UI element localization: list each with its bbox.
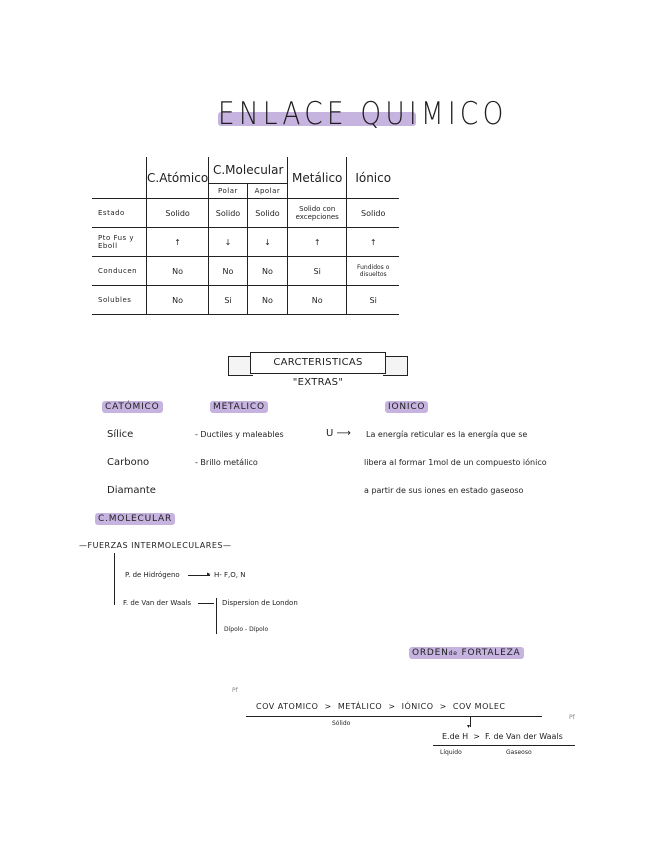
sub-chain-gt: >: [473, 732, 480, 741]
cell: No: [247, 257, 287, 286]
gaseoso-label: Gaseoso: [506, 749, 532, 756]
cell-arrow: ↑: [147, 228, 209, 257]
cell: Si: [209, 286, 248, 315]
ionico-line: libera al formar 1mol de un compuesto iónico: [364, 458, 547, 467]
chain-item: COV ATOMICO: [256, 702, 319, 711]
page-title: ENLACE QUIMICO: [218, 96, 508, 132]
cell: No: [147, 257, 209, 286]
chain-underline: [246, 716, 542, 717]
cell-arrow: ↓: [247, 228, 287, 257]
subcol-apolar: Apolar: [247, 184, 287, 199]
subcol-polar: Polar: [209, 184, 248, 199]
atomico-item: Carbono: [107, 457, 150, 468]
properties-table: [92, 157, 399, 315]
solido-label: Sólido: [332, 720, 351, 727]
p-hidrogeno-elems: H- F,O, N: [214, 571, 246, 579]
pf-left: Pf: [232, 687, 238, 694]
cell: No: [247, 286, 287, 315]
chain-gt: >: [388, 702, 396, 711]
arrow-line: [198, 603, 214, 604]
van-der-waals: F. de Van der Waals: [123, 599, 192, 607]
tree-trunk: [114, 553, 115, 605]
arrow-head: ▸: [207, 570, 211, 578]
atomico-item: Diamante: [107, 485, 156, 496]
sub-chain: [442, 732, 563, 741]
chain-item: IÓNICO: [401, 702, 434, 711]
atomico-item: Sílice: [107, 429, 134, 440]
orden-title-b: FORTALEZA: [461, 648, 521, 658]
cell: Si: [288, 257, 347, 286]
cell-arrow: ↑: [347, 228, 400, 257]
dipolo-dipolo: Dípolo - Dípolo: [224, 626, 269, 633]
row-estado: Estado: [92, 199, 147, 228]
chain-gt: >: [439, 702, 447, 711]
sub-chain-underline: [433, 745, 575, 746]
section-molecular-title: C.MOLECULAR: [95, 513, 175, 525]
col-atomico: C.Atómico: [147, 157, 209, 199]
orden-title-a: ORDEN: [412, 648, 449, 658]
branch-bracket: [216, 598, 217, 634]
banner-text: CARCTERISTICAS "EXTRAS": [250, 352, 386, 374]
cell: Fundidos o disueltos: [347, 257, 400, 286]
sub-chain-item: F. de Van der Waals: [485, 732, 563, 741]
row-conducen: Conducen: [92, 257, 147, 286]
cell: Si: [347, 286, 400, 315]
fortaleza-chain: [256, 702, 505, 711]
col-metalico: Metálico: [288, 157, 347, 199]
down-arrow-head: ▾: [467, 723, 471, 730]
chain-gt: >: [324, 702, 332, 711]
cell-arrow: ↑: [288, 228, 347, 257]
cell: Solido: [147, 199, 209, 228]
ionico-symbol: U ⟶: [326, 428, 351, 439]
cell: Solido con excepciones: [288, 199, 347, 228]
sub-chain-item: E.de H: [442, 732, 469, 741]
chain-item: METÁLICO: [337, 702, 383, 711]
cell: Solido: [347, 199, 400, 228]
p-hidrogeno: P. de Hidrógeno: [125, 571, 180, 579]
section-ionico-title: IONICO: [385, 401, 428, 413]
orden-title-de: de: [448, 650, 458, 657]
col-molecular: C.Molecular: [209, 157, 288, 184]
fuerzas-heading-text: FUERZAS INTERMOLECULARES: [87, 541, 223, 550]
metalico-item: - Ductiles y maleables: [195, 430, 284, 439]
metalico-item: - Brillo metálico: [195, 458, 258, 467]
liquido-label: Líquido: [440, 749, 462, 756]
row-solubles: Solubles: [92, 286, 147, 315]
row-pto-fus: Pto Fus y Eboll: [92, 228, 147, 257]
section-metalico-title: METALICO: [210, 401, 268, 413]
cell: No: [209, 257, 248, 286]
down-arrow-line: [470, 717, 471, 727]
cell-arrow: ↓: [209, 228, 248, 257]
cell: Solido: [209, 199, 248, 228]
extras-banner: [228, 352, 408, 388]
banner-right-wing: [383, 356, 408, 376]
dispersion-london: Dispersion de London: [222, 599, 298, 607]
cell: No: [147, 286, 209, 315]
cell: Solido: [247, 199, 287, 228]
section-atomico-title: CATÓMICO: [102, 401, 163, 413]
ionico-line: a partir de sus iones en estado gaseoso: [364, 486, 524, 495]
fuerzas-heading: —FUERZAS INTERMOLECULARES—: [79, 541, 232, 550]
col-ionico: Iónico: [347, 157, 400, 199]
pf-right: Pf: [569, 714, 575, 721]
cell: No: [288, 286, 347, 315]
orden-title: [409, 647, 524, 659]
ionico-line: La energía reticular es la energía que se: [366, 430, 528, 439]
chain-item: COV MOLEC: [452, 702, 506, 711]
